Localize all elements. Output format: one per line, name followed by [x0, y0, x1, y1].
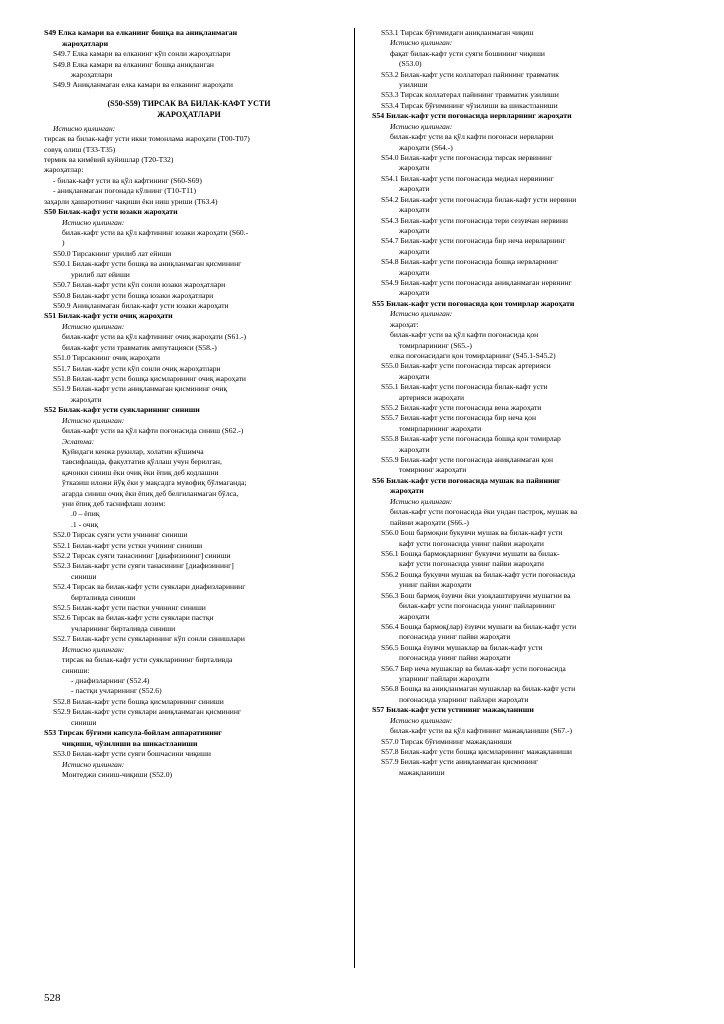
- text-line: ЖАРОҲАТЛАРИ: [157, 109, 221, 119]
- text-line: S56.8 Бошқа ва аниқланмаган мушаклар ва билак-кафт усти: [381, 684, 576, 694]
- left-text-column: [44, 28, 344, 780]
- text-line: S52.1 Билак-кафт усти усткн учининг синиши: [53, 540, 203, 550]
- text-line: синиши: [71, 571, 97, 581]
- text-line: Монтеджи синиш-чиқиши (S52.0): [62, 769, 173, 779]
- text-line: S51.8 Билак-кафт усти бошқа қисмларининг очиқ жароҳати: [53, 373, 246, 383]
- text-line: томирнинг жароҳати: [399, 465, 467, 475]
- text-line: S57.8 Билак-кафт усти бошқа қисмларининг мажақланиши: [381, 746, 572, 756]
- text-line: жароҳати: [399, 444, 430, 454]
- text-line: Истисно қилинган:: [62, 217, 125, 227]
- text-line: S57.0 Тирсак бўғимининг мажақланиши: [381, 736, 512, 746]
- text-line: S51 Билак-кафт усти очиқ жароҳати: [44, 311, 173, 321]
- text-line: S56.7 Бир неча мушаклар ва билак-кафт усти поғонасида: [381, 663, 566, 673]
- text-line: уларнинг пайлари жароҳати: [399, 673, 490, 683]
- text-line: Эслатма:: [62, 436, 95, 446]
- text-line: S52.9 Билак-кафт усти суяклари аниқланмаган қисмининг: [53, 707, 242, 717]
- text-line: S50.0 Тирсакнинг урилиб лат ейиши: [53, 248, 172, 258]
- text-line: Истисно қилинган:: [390, 38, 453, 48]
- text-line: S52.5 Билак-кафт усти пастки учининг синиши: [53, 603, 206, 613]
- text-line: жароҳати: [399, 371, 430, 381]
- text-line: S57.9 Билак-кафт усти аниқланмаган қисмининг: [381, 757, 539, 767]
- text-line: S56.2 Бошқа букувчи мушак ва билак-кафт усти поғонасида: [381, 569, 576, 579]
- text-line: бирталивда синиши: [71, 592, 136, 602]
- text-line: елка поғонасидаги қон томирларнинг (S45.1-S45.2): [390, 350, 556, 360]
- text-line: S51.9 Билак-кафт усти аниқланмаган қисмининг очиқ: [53, 384, 228, 394]
- text-line: S49 Елка камари ва елканинг бошқа ва аниқланмаган: [44, 28, 238, 37]
- text-line: S53.3 Тирсак коллатерал пайининг травматик узилиши: [381, 90, 559, 100]
- text-line: синиши:: [62, 665, 90, 675]
- text-line: билак-кафт усти поғонасида унинг пайларининг: [399, 601, 556, 611]
- text-line: ўтказиш иложи йўқ ёки у мақсадга мувофиқ бўлмаганда;: [62, 478, 247, 488]
- text-line: S54.8 Билак-кафт усти поғонасида бошқа нервларнинг: [381, 257, 558, 267]
- text-line: S56.0 Бош бармоқни букувчи мушак ва билак-кафт усти: [381, 528, 563, 538]
- text-line: S50.1 Билак-кафт усти бошқа ва аниқланмаган қисмининг: [53, 259, 242, 269]
- text-line: уни ёпиқ деб таснифлаш лозим:: [62, 499, 166, 508]
- text-line: Истисно қилинган:: [62, 759, 125, 769]
- column-divider: [354, 28, 355, 968]
- text-line: унинг пайви жароҳати: [399, 580, 472, 590]
- text-line: (S50-S59) ТИРСАК ВА БИЛАК-КАФТ УСТИ: [107, 98, 271, 108]
- text-line: S52.2 Тирсак суяги танасининг [диафизининг] синиши: [53, 551, 231, 561]
- text-line: синиши: [71, 717, 97, 727]
- text-line: Истисно қилинган:: [62, 415, 125, 425]
- right-text-column: [368, 28, 668, 778]
- text-line: тирсак ва билак-кафт усти суякларининг бирталивда: [62, 655, 233, 665]
- text-line: S54.7 Билак-кафт усти поғонасида бир неча нервларнинг: [381, 236, 566, 246]
- text-line: учларининг бирталивда синиши: [71, 623, 176, 633]
- text-line: Истисно қилинган:: [390, 309, 453, 319]
- text-line: S52.0 Тирсак суяги усти учининг синиши: [53, 530, 188, 540]
- text-line: жароҳати: [399, 288, 430, 298]
- text-line: S49.7 Елка камари ва елканинг кўп сонли жароҳатлари: [53, 49, 231, 59]
- text-line: S50 Билак-кафт усти юзаки жароҳати: [44, 207, 178, 217]
- text-line: S54.1 Билак-кафт усти поғонасида медиал нервининг: [381, 173, 554, 183]
- text-line: билак-кафт усти ва қўл кафтининг мажақланиши (S67.-): [390, 726, 573, 736]
- text-line: билак-кафт усти травматик ампутацияси (S58.-): [62, 342, 217, 352]
- text-line: узилиши: [399, 80, 428, 90]
- text-line: билак-кафт усти ва қўл кафтининг очиқ жароҳати (S61.-): [62, 332, 247, 342]
- text-line: ): [62, 238, 65, 248]
- text-line: S53.0 Билак-кафт усти суяги бошчасини чиқиши: [53, 749, 211, 759]
- text-line: фақат билак-кафт усти суяги бошининг чиқиши: [390, 48, 545, 58]
- text-line: тирсак ва билак-кафт усти икки томонлама жароҳати (Т00-Т07): [44, 134, 250, 144]
- text-line: тавсифлашда, факултатив қўллаш учун берилган,: [62, 457, 222, 467]
- text-line: S55.0 Билак-кафт усти поғонасида тирсак артерияси: [381, 361, 551, 371]
- text-line: қачонки синиш ёки очиқ ёки ёпиқ деб кодлашни: [62, 467, 219, 477]
- two-column-layout: [44, 28, 690, 968]
- text-line: томирларининг жароҳати: [399, 423, 482, 433]
- text-line: мажақланиши: [399, 767, 445, 777]
- text-line: S50.8 Билак-кафт усти бошқа юзаки жароҳатлари: [53, 290, 214, 300]
- text-line: S50.7 Билак-кафт усти кўп сонли юзаки жароҳатлари: [53, 280, 226, 290]
- text-line: S52.4 Тирсак ва билак-кафт усти суяклари диафизларининг: [53, 582, 246, 592]
- text-line: поғонасида унинг пайви жароҳати: [399, 653, 511, 663]
- text-line: S55.8 Билак-кафт усти поғонасида бошқа қон томирлар: [381, 434, 561, 444]
- text-line: билак-кафт усти ва қўл кафтининг юзаки жароҳати (S60.-: [62, 228, 249, 238]
- text-line: S55 Билак-кафт усти поғонасида қон томирлар жароҳати: [372, 298, 575, 308]
- text-line: жароҳати: [399, 225, 430, 235]
- text-line: Қуйидаги кенжа рукнлар, холатни кўшимча: [62, 446, 204, 456]
- text-line: S56.1 Бошқа бармоқларнинг букувчи мушати ва билак-: [381, 549, 560, 559]
- text-line: агарда синиш очиқ ёки ёпиқ деб белгиланмаган бўлса,: [62, 488, 239, 498]
- page-number: 528: [44, 992, 61, 1004]
- text-line: кафт усти поғонасида унинг пайви жароҳати: [399, 559, 544, 569]
- text-line: жароҳатлар:: [44, 165, 84, 175]
- text-line: S53 Тирсак бўғими капсула-бойлам аппаратининг: [44, 727, 222, 737]
- text-line: .0 – ёпиқ: [71, 509, 100, 519]
- text-line: жароҳати: [399, 163, 430, 173]
- text-line: билак-кафт усти ва қўл кафти поғонасида қон: [390, 330, 539, 340]
- text-line: поғонасида унинг пайви жароҳати: [399, 632, 511, 642]
- text-line: (S53.0): [399, 59, 422, 69]
- text-line: жароҳати: [399, 246, 430, 256]
- text-line: пайвни жароҳати (S66.-): [390, 517, 469, 527]
- text-line: жароҳатлари: [71, 70, 113, 79]
- text-line: Истисно қилинган:: [390, 121, 453, 131]
- text-line: S50.9 Аниқланмаган билак-кафт усти юзаки жароҳати: [53, 300, 229, 310]
- text-line: поғонасида уларнинг пайлари жароҳати: [399, 694, 529, 704]
- text-line: жароҳати: [399, 611, 430, 621]
- text-line: чиқиши, чўзилиши ва шикастланиши: [62, 738, 198, 748]
- text-line: томирларининг (S65.-): [399, 340, 472, 350]
- text-line: - пастқи учларининг (S52.6): [71, 686, 162, 696]
- text-line: S53.2 Билак-кафт усти коллатерал пайининг травматик: [381, 69, 559, 79]
- text-line: S52 Билак-кафт усти суякларининг синиши: [44, 405, 200, 415]
- text-line: S54.9 Билак-кафт усти поғонасида аниқланмаган нервнинг: [381, 277, 572, 287]
- text-line: билак-кафт усти поғонасида ёки ундан пастроқ, мушак ва: [390, 507, 578, 517]
- text-line: - диафизларнинг (S52.4): [71, 675, 150, 685]
- text-line: жароҳати: [399, 267, 430, 277]
- text-line: S55.1 Билак-кафт усти поғонасида билак-кафт усти: [381, 382, 548, 392]
- text-line: S55.9 Билак-кафт усти поғонасида аниқланмаган қон: [381, 455, 554, 465]
- text-line: жароҳати: [399, 184, 430, 194]
- text-line: S56.5 Бошқа ёзувчи мушаклар ва билак-кафт усти: [381, 642, 543, 652]
- text-line: - билак-кафт усти ва қўл кафтининг (S60-S69): [53, 175, 202, 185]
- text-line: S49.9 Аниқланмаган елка камари ва елканинг жароҳати: [53, 80, 233, 90]
- text-line: S52.7 Билак-кафт усти суякларининг кўп сонли синишлари: [53, 634, 245, 644]
- text-line: S53.1 Тирсак бўғимидаги аниқланмаган чиқиш: [381, 28, 534, 37]
- text-line: S49.8 Елка камари ва елканинг бошқа аниқланган: [53, 59, 214, 69]
- text-line: - аниқланмаган поғонада кўлнинг (Т10-Т11): [53, 186, 196, 196]
- text-line: Истисно қилинган:: [62, 644, 125, 654]
- text-line: S52.3 Билак-кафт усти суяги танасининг [диафизининг]: [53, 561, 234, 571]
- text-line: жароҳати: [390, 486, 424, 496]
- text-line: S57 Билак-кафт усти устининг мажақланиши: [372, 705, 534, 715]
- text-line: термик ва кимёвий куйишлар (Т20-Т32): [44, 155, 174, 165]
- text-line: урилиб лат ейиши: [71, 269, 130, 279]
- text-line: Истисно қилинган:: [62, 321, 125, 331]
- text-line: Истисно қилинган:: [390, 715, 453, 725]
- text-line: Истисно қилинган:: [53, 123, 116, 133]
- text-line: S56 Билак-кафт усти поғонасида мушак ва пайининг: [372, 475, 561, 485]
- text-line: билак-кафт усти ва қўл кафти поғонаси нервларни: [390, 132, 554, 142]
- text-line: билак-кафт усти ва қўл кафти поғонасида синиш (S62.-): [62, 426, 244, 436]
- text-line: жароҳати: [399, 205, 430, 215]
- text-line: S52.6 Тирсак ва билак-кафт усти суяклари пастқи: [53, 613, 214, 623]
- text-line: совуқ олиш (Т33-Т35): [44, 144, 116, 154]
- text-line: заҳарли ҳашаротнинг чақиши ёки ниш уриши (Т63.4): [44, 196, 218, 206]
- text-line: S51.0 Тирсакнинг очиқ жароҳати: [53, 353, 161, 363]
- text-line: S51.7 Билак-кафт усти кўп сонли очиқ жароҳатлари: [53, 363, 221, 373]
- text-line: кафт усти поғонасида унинг пайви жароҳати: [399, 538, 544, 548]
- text-line: жароҳатлари: [62, 38, 109, 48]
- text-line: S55.2 Билак-кафт усти поғонасида вена жароҳати: [381, 403, 542, 412]
- text-line: S54.3 Билак-кафт усти поғонасида тери сезувчан нервини: [381, 215, 568, 225]
- text-line: S56.4 Бошқа бармоқ(лар) ёзувчи мушаги ва билак-кафт усти: [381, 621, 577, 631]
- text-line: жароҳати: [71, 394, 102, 404]
- text-line: жароҳат:: [390, 319, 419, 329]
- text-line: S52.8 Билак-кафт усти бошқа қисмларининг синиши: [53, 696, 224, 706]
- text-line: Истисно қилинган:: [390, 497, 453, 507]
- text-line: S56.3 Бош бармоқ ёзувчи ёки узоқлаштирувчи мушагни ва: [381, 590, 571, 600]
- text-line: жароҳати (S64.-): [399, 142, 453, 152]
- text-line: S54.0 Билак-кафт усти поғонасида тирсак нервининг: [381, 153, 553, 163]
- text-line: S55.7 Билак-кафт усти поғонасида бир неча қон: [381, 413, 537, 423]
- text-line: .1 - очиқ: [71, 519, 99, 529]
- text-line: S54 Билак-кафт усти поғонасида нервларнинг жароҳати: [372, 111, 572, 121]
- text-line: S53.4 Тирсак бўғимининг чўзилиши ва шикастланиши: [381, 100, 558, 110]
- text-line: S54.2 Билак-кафт усти поғонасида билак-кафт усти нервини: [381, 194, 577, 204]
- text-line: артерияси жароҳати: [399, 392, 465, 402]
